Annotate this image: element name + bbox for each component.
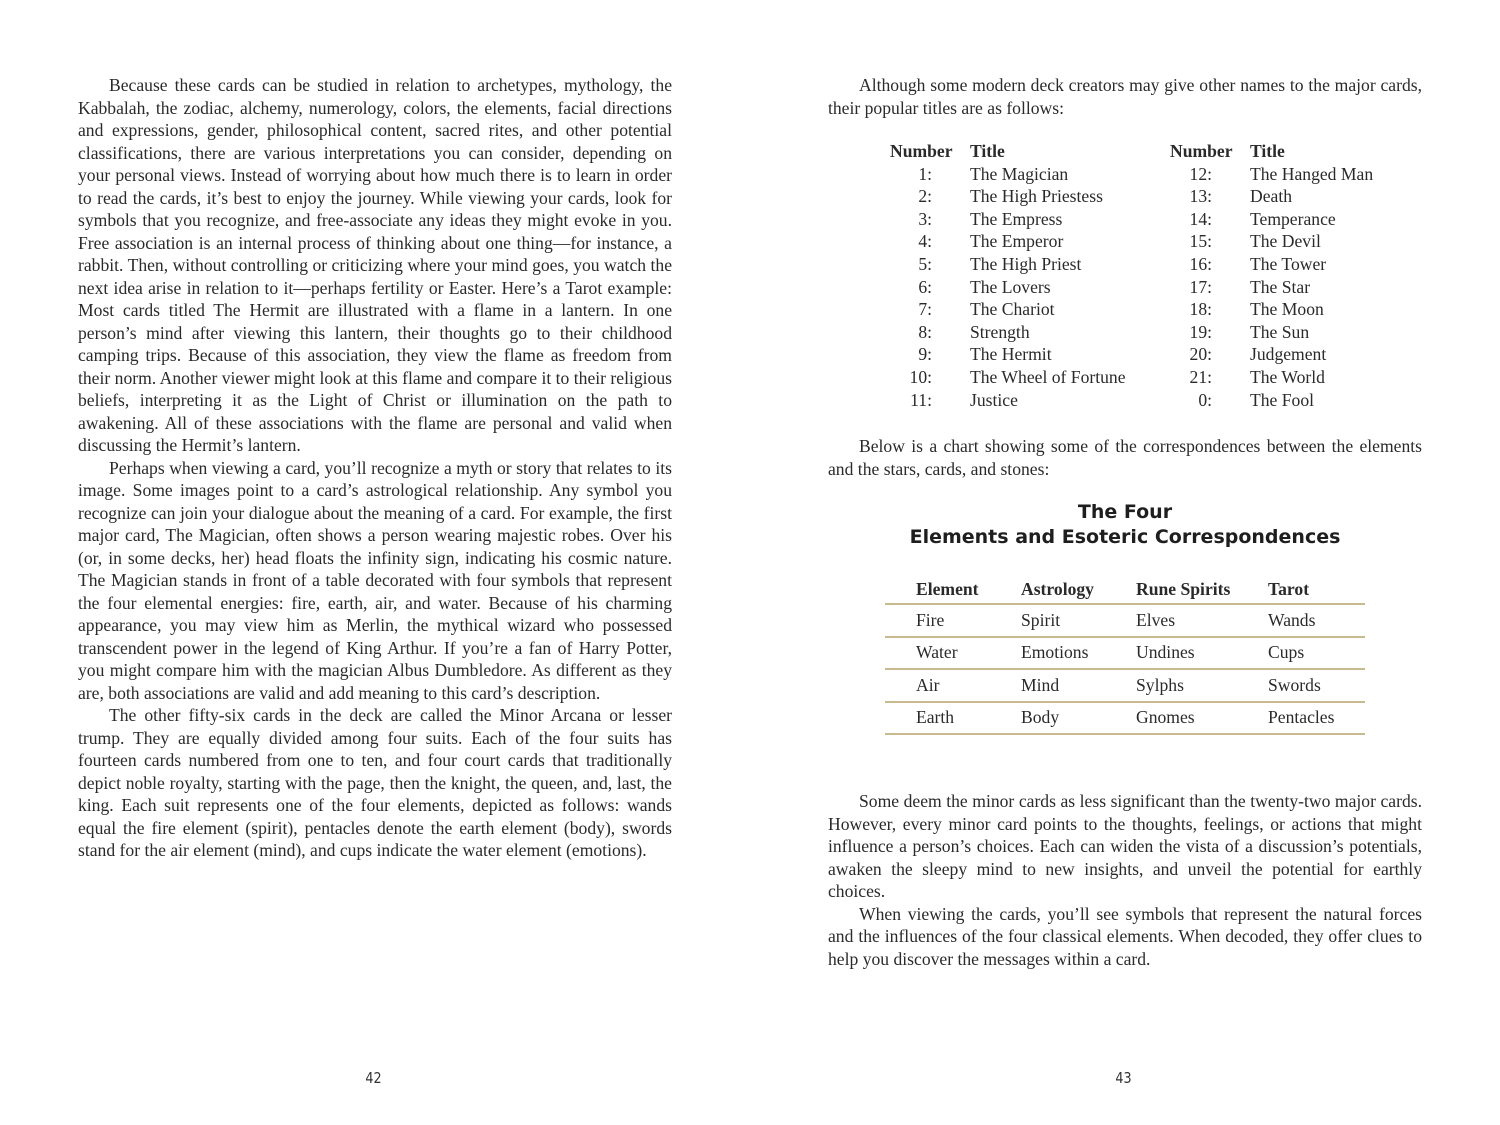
header-tarot: Tarot <box>1237 576 1365 604</box>
cell-element: Air <box>885 669 990 702</box>
table-row <box>1170 298 1373 321</box>
cell-tarot: Swords <box>1237 669 1365 702</box>
card-title: The Moon <box>1250 299 1324 320</box>
header-number: Number <box>1170 141 1233 161</box>
cell-rune-spirits: Sylphs <box>1105 669 1237 702</box>
card-number: 14: <box>1189 208 1212 229</box>
card-title: The High Priestess <box>970 186 1103 207</box>
card-number: 15: <box>1189 231 1212 252</box>
page-number: 43 <box>1115 1069 1132 1087</box>
table-row <box>1170 276 1373 299</box>
card-title: The Emperor <box>970 231 1064 252</box>
card-title: The Sun <box>1250 321 1310 342</box>
cell-rune-spirits: Undines <box>1105 637 1237 670</box>
card-number: 0: <box>1198 389 1212 410</box>
card-number: 2: <box>918 186 932 207</box>
header-astrology: Astrology <box>990 576 1105 604</box>
table-row <box>1170 185 1373 208</box>
table-row <box>890 389 1126 412</box>
card-number: 8: <box>918 321 932 342</box>
header-rune-spirits: Rune Spirits <box>1105 576 1237 604</box>
cell-element: Earth <box>885 702 990 735</box>
table-row <box>890 366 1126 389</box>
table-row <box>1170 389 1373 412</box>
table-row <box>1170 230 1373 253</box>
correspondences-table <box>885 576 1365 735</box>
table-row <box>890 253 1126 276</box>
table-row <box>890 298 1126 321</box>
card-number: 17: <box>1189 276 1212 297</box>
card-number: 11: <box>910 389 932 410</box>
table-row <box>1170 366 1373 389</box>
chart-intro-text <box>828 435 1422 480</box>
card-title: Justice <box>970 389 1018 410</box>
table-row <box>890 276 1126 299</box>
table-row <box>885 637 1365 670</box>
cell-tarot: Pentacles <box>1237 702 1365 735</box>
paragraph: Below is a chart showing some of the correspondences between the elements and the stars, cards, and stones: <box>828 436 1422 479</box>
card-number: 9: <box>918 344 932 365</box>
card-title: The Wheel of Fortune <box>970 366 1126 387</box>
header-title: Title <box>970 141 1005 161</box>
paragraph: The other fifty-six cards in the deck are called the Minor Arcana or lesser trump. They are equally divided among four suits. Each of the four suits has fourteen cards numbered from one to ten, and four court cards that traditionally depict noble royalty, starting with the page, then the knight, the queen, and, last, the king. Each suit represents one of the four elements, depicted as follows: wands equal the fire element (spirit), pentacles denote the earth element (body), swords stand for the air element (mind), and cups indicate the water element (emotions). <box>78 705 672 860</box>
card-title: The Chariot <box>970 299 1055 320</box>
card-number: 10: <box>909 366 932 387</box>
card-title: The Magician <box>970 163 1069 184</box>
table-header-row <box>890 140 1126 163</box>
card-title: The Tower <box>1250 253 1327 274</box>
card-title: The Hermit <box>970 344 1052 365</box>
card-title: Strength <box>970 321 1030 342</box>
card-title: The High Priest <box>970 253 1082 274</box>
cell-astrology: Mind <box>990 669 1105 702</box>
table-row <box>890 208 1126 231</box>
header-title: Title <box>1250 141 1285 161</box>
table-row <box>1170 163 1373 186</box>
paragraph: Although some modern deck creators may give other names to the major cards, their popular titles are as follows: <box>828 75 1422 118</box>
card-number: 4: <box>918 231 932 252</box>
card-number: 20: <box>1189 344 1212 365</box>
table-row <box>1170 343 1373 366</box>
cell-rune-spirits: Elves <box>1105 604 1237 637</box>
paragraph: Some deem the minor cards as less significant than the twenty-two major cards. However, every minor card points to the thoughts, feelings, or actions that might influence a person’s choices. Each can widen the vista of a discussion’s potentials, awaken the sleepy mind to new insights, and unveil the potential for earthly choices. <box>828 791 1422 901</box>
card-number: 13: <box>1189 186 1212 207</box>
paragraph: Perhaps when viewing a card, you’ll recognize a myth or story that relates to its image. Some images point to a card’s astrological relationship. Any symbol you recognize can join your dialogue about the meaning of a card. For example, the first major card, The Magician, often shows a person wearing majestic robes. Over his (or, in some decks, her) head floats the infinity sign, indicating his cosmic nature. The Magician stands in front of a table decorated with four symbols that represent the four elemental energies: fire, earth, air, and water. Because of his charming appearance, you may view him as Merlin, the mythical wizard who possessed transcendent power in the legend of King Arthur. If you’re a fan of Harry Potter, you might compare him with the magician Albus Dumbledore. As different as they are, both associations are valid and add meaning to this card’s description. <box>78 457 672 703</box>
card-number: 12: <box>1189 163 1212 184</box>
left-page-body <box>78 74 672 862</box>
table-row <box>885 669 1365 702</box>
card-number: 5: <box>918 253 932 274</box>
major-cards-column-2 <box>1170 140 1373 411</box>
cell-astrology: Emotions <box>990 637 1105 670</box>
card-title: The Devil <box>1250 231 1321 252</box>
major-cards-column-1 <box>890 140 1126 411</box>
card-number: 3: <box>918 208 932 229</box>
paragraph: When viewing the cards, you’ll see symbols that represent the natural forces and the influences of the four classical elements. When decoded, they offer clues to help you discover the messages within a card. <box>828 903 1422 969</box>
table-row <box>890 185 1126 208</box>
table-row <box>1170 321 1373 344</box>
cell-element: Fire <box>885 604 990 637</box>
right-page <box>828 0 1422 1125</box>
card-title: The Lovers <box>970 276 1051 297</box>
card-title: Judgement <box>1250 344 1327 365</box>
table-row <box>890 321 1126 344</box>
table-row <box>1170 208 1373 231</box>
table-row <box>885 702 1365 735</box>
chart-heading-line-1: The Four <box>1077 501 1173 523</box>
page-number: 42 <box>365 1069 382 1087</box>
card-title: The World <box>1250 366 1325 387</box>
cell-tarot: Cups <box>1237 637 1365 670</box>
card-number: 21: <box>1189 366 1212 387</box>
table-row <box>890 343 1126 366</box>
card-number: 1: <box>918 163 932 184</box>
card-title: Death <box>1250 186 1293 207</box>
cell-astrology: Spirit <box>990 604 1105 637</box>
table-row <box>1170 253 1373 276</box>
cell-tarot: Wands <box>1237 604 1365 637</box>
cell-rune-spirits: Gnomes <box>1105 702 1237 735</box>
card-number: 6: <box>918 276 932 297</box>
table-header-row <box>1170 140 1373 163</box>
card-number: 7: <box>918 299 932 320</box>
cell-element: Water <box>885 637 990 670</box>
table-row <box>885 604 1365 637</box>
table-row <box>890 230 1126 253</box>
card-number: 19: <box>1189 321 1212 342</box>
card-number: 18: <box>1189 299 1212 320</box>
card-title: The Empress <box>970 208 1063 229</box>
card-title: The Hanged Man <box>1250 163 1374 184</box>
paragraph: Because these cards can be studied in relation to archetypes, mythology, the Kabbalah, the zodiac, alchemy, numerology, colors, the elements, facial directions and expressions, gender, philosophical content, sacred rites, and other potential classifications, there are various interpretations you can consider, depending on your personal views. Instead of worrying about how much there is to learn in order to read the cards, it’s best to enjoy the journey. While viewing your cards, look for symbols that you recognize, and free-associate any ideas they might evoke in you. Free association is an internal process of thinking about one thing—for instance, a rabbit. Then, without controlling or criticizing where your mind goes, you watch the next idea arise in relation to it—perhaps fertility or Easter. Here’s a Tarot example: Most cards titled The Hermit are illustrated with a flame in a lantern. In one person’s mind after viewing this lantern, their thoughts go to their childhood camping trips. Because of this association, they view the flame as freedom from their norm. Another viewer might look at this flame and compare it to their religious beliefs, interpreting it as the Light of Christ or illumination on the path to awakening. All of these associations with the flame are personal and valid when discussing the Hermit’s lantern. <box>78 75 672 455</box>
card-title: The Star <box>1250 276 1311 297</box>
chart-heading <box>828 500 1422 550</box>
left-page <box>78 0 672 1125</box>
header-number: Number <box>890 141 953 161</box>
card-title: The Fool <box>1250 389 1315 410</box>
closing-text <box>828 790 1422 970</box>
header-element: Element <box>885 576 990 604</box>
table-header-row <box>885 576 1365 604</box>
card-title: Temperance <box>1250 208 1336 229</box>
intro-text <box>828 74 1422 119</box>
cell-astrology: Body <box>990 702 1105 735</box>
chart-heading-line-2: Elements and Esoteric Correspondences <box>909 526 1341 548</box>
card-number: 16: <box>1189 253 1212 274</box>
table-row <box>890 163 1126 186</box>
